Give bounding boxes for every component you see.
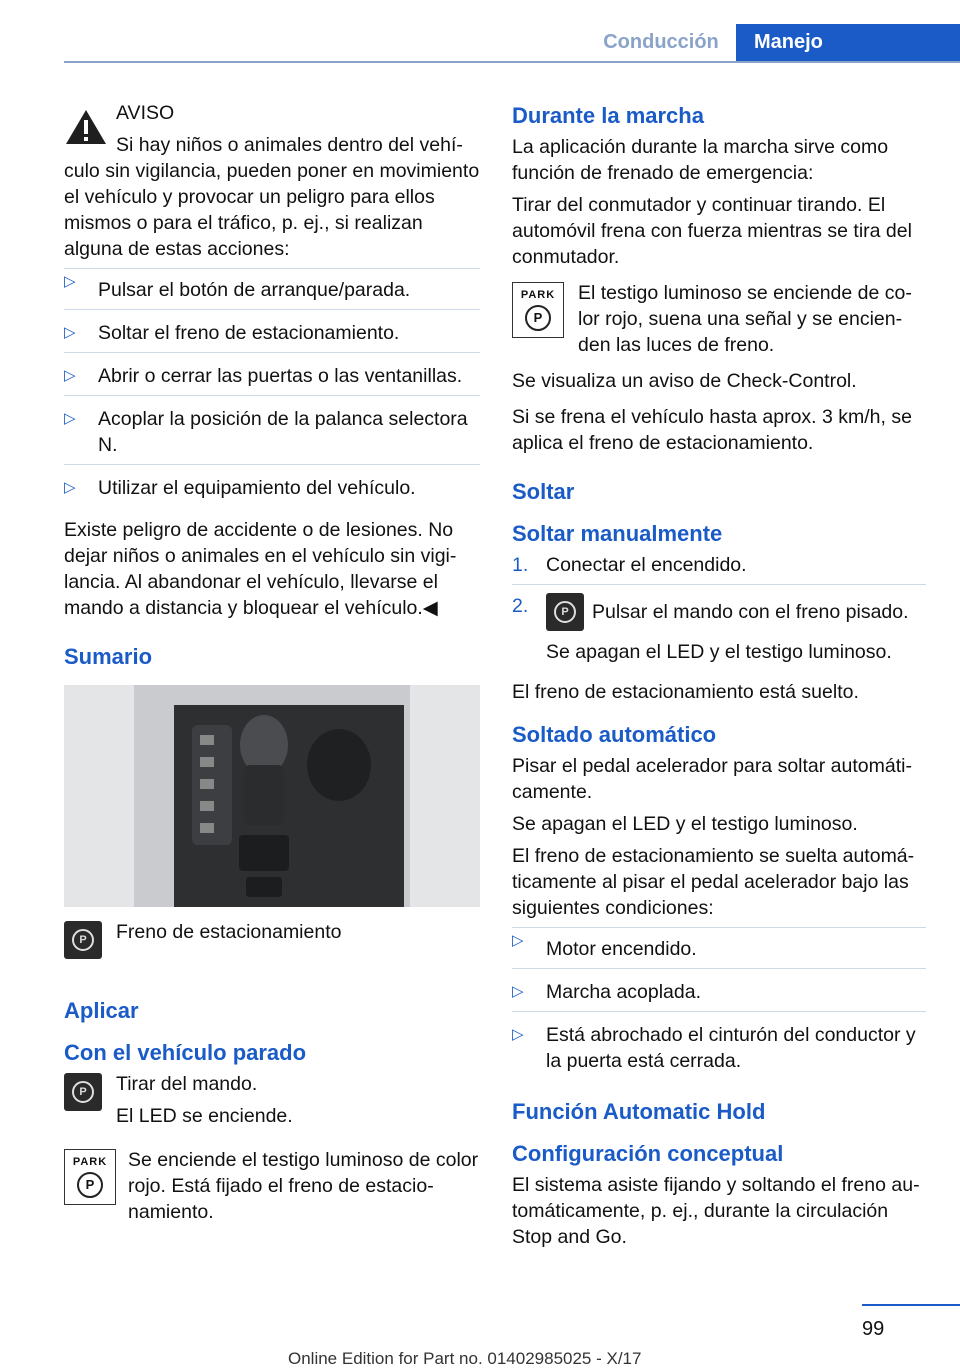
triangle-bullet-icon: ▷ [64, 410, 76, 427]
aplicar-heading: Aplicar [64, 998, 139, 1023]
list-item: ▷ Pulsar el botón de arranque/parada. [64, 268, 480, 310]
triangle-bullet-icon: ▷ [64, 324, 76, 341]
triangle-bullet-icon: ▷ [64, 367, 76, 384]
warning-block [64, 100, 480, 126]
manual-heading: Soltar manualmente [512, 521, 723, 546]
warning-icon [64, 108, 108, 146]
header-rule [64, 61, 960, 63]
list-item: ▷ Está abrochado el cinturón del conductor y la puerta está cerrada. [512, 1024, 916, 1072]
list-item: 1. Conectar el encendido. [512, 552, 926, 585]
manual-after: El freno de estacionamiento está suelto. [512, 681, 859, 703]
park-row [64, 1147, 480, 1225]
list-item: ▷ Marcha acoplada. [512, 979, 926, 1012]
park-text: Se enciende el testigo luminoso de color rojo. Está fijado el freno de estacionamiento. [128, 1149, 479, 1223]
steps-list [512, 552, 926, 671]
hold-heading: Función Automatic Hold [512, 1099, 766, 1124]
auto-bullets [512, 927, 926, 1080]
list-item: ▷ Acoplar la posición de la palanca selectora N. [64, 406, 480, 465]
parking-brake-button-icon: P [64, 921, 102, 959]
warning-closing: Existe peligro de accidente o de lesiones. No dejar niños o animales en el vehículo sin vigilancia. Al abandonar el vehículo, llevarse el mando a distancia y bloquear el vehículo.◀ [64, 519, 457, 619]
triangle-bullet-icon: ▷ [512, 983, 524, 1000]
edition-footer: Online Edition for Part no. 01402985025 - X/17 [288, 1349, 642, 1368]
concept-heading: Configuración conceptual [512, 1141, 784, 1166]
parado-heading: Con el vehículo parado [64, 1040, 307, 1065]
parado-line2: El LED se enciende. [116, 1105, 293, 1127]
triangle-bullet-icon: ▷ [64, 273, 76, 290]
auto-heading: Soltado automático [512, 722, 717, 747]
parado-line1: Tirar del mando. [116, 1073, 258, 1095]
list-item: ▷ Abrir o cerrar las puertas o las ventanillas. [64, 363, 480, 396]
marcha-p3: Se visualiza un aviso de Check-Control. [512, 370, 857, 392]
auto-p1: Pisar el pedal acelerador para soltar automáticamente. [512, 755, 912, 803]
warning-title: AVISO [116, 102, 175, 124]
warning-bullets [64, 268, 480, 507]
step-sub: Se apagan el LED y el testigo luminoso. [546, 641, 892, 663]
triangle-bullet-icon: ▷ [512, 932, 524, 949]
soltar-heading: Soltar [512, 479, 575, 504]
caption-row [64, 919, 480, 969]
parking-brake-button-icon: P [64, 1073, 102, 1111]
marcha-p1: La aplicación durante la marcha sirve como función de frenado de emergencia: [512, 136, 889, 184]
photo-caption: Freno de estacionamiento [116, 921, 342, 943]
park-row [512, 280, 926, 358]
park-indicator-icon: PARK P [64, 1149, 116, 1205]
console-photo [64, 685, 480, 907]
warning-text: Si hay niños o animales dentro del vehículo sin vigilancia, pueden poner en movimiento el vehículo y provocar un peligro para ellos mismos o para el tráfico, p. ej., si realizan alguna de estas acciones: [64, 134, 480, 260]
sumario-heading: Sumario [64, 644, 153, 669]
parado-row [64, 1071, 480, 1129]
list-item: ▷ Utilizar el equipamiento del vehículo. [64, 477, 416, 499]
footer-rule [862, 1304, 960, 1306]
marcha-p4: Si se frena el vehículo hasta aprox. 3 km/h, se aplica el freno de estacionamiento. [512, 406, 912, 454]
right-column [512, 100, 926, 1256]
triangle-bullet-icon: ▷ [512, 1026, 524, 1043]
triangle-bullet-icon: ▷ [64, 479, 76, 496]
auto-p2: Se apagan el LED y el testigo luminoso. [512, 813, 858, 835]
marcha-p2: Tirar del conmutador y continuar tirando. El automóvil frena con fuerza mientras se tira del conmutador. [512, 194, 912, 268]
list-item: 2. P Pulsar el mando con el freno pisado. Se apagan el LED y el testigo luminoso. [512, 593, 926, 671]
list-item: ▷ Soltar el freno de estacionamiento. [64, 320, 480, 353]
marcha-heading: Durante la marcha [512, 103, 704, 128]
list-item: ▷ Motor encendido. [512, 927, 926, 969]
concept-p: El sistema asiste fijando y soltando el freno automáticamente, p. ej., durante la circulación Stop and Go. [512, 1174, 920, 1248]
tab-conduccion[interactable]: Conducción [603, 31, 719, 53]
left-column [64, 100, 480, 1235]
auto-p3: El freno de estacionamiento se suelta automáticamente al pisar el pedal acelerador bajo las siguientes condiciones: [512, 845, 915, 919]
park-indicator-icon: PARK P [512, 282, 564, 338]
page-number: 99 [862, 1318, 885, 1340]
parking-brake-button-icon: P [546, 593, 584, 631]
park-text: El testigo luminoso se enciende de color rojo, suena una señal y se encienden las luces de freno. [578, 282, 912, 356]
tab-manejo[interactable]: Manejo [736, 24, 960, 61]
